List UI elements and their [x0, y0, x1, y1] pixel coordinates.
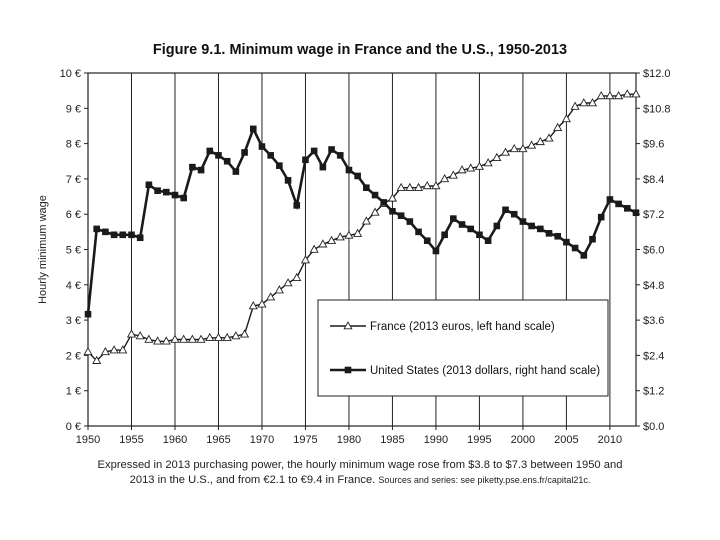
right-tick-label: $6.0 [643, 244, 665, 257]
left-tick-label: 9 € [65, 103, 81, 116]
us-data-point [119, 231, 126, 238]
us-data-point [546, 230, 553, 237]
us-data-point [476, 231, 483, 238]
us-data-point [128, 231, 135, 238]
right-tick-label: $8.4 [643, 173, 665, 186]
france-data-point [493, 154, 501, 161]
caption-line-2: 2013 in the U.S., and from €2.1 to €9.4 in France. [129, 474, 376, 486]
chart-caption [60, 458, 660, 488]
us-data-point [172, 192, 179, 199]
us-data-point [572, 245, 579, 252]
us-data-point [102, 229, 109, 236]
left-tick-label: 4 € [65, 279, 81, 292]
x-tick-label: 1960 [162, 434, 188, 446]
france-data-point [241, 330, 249, 337]
chart-title: Figure 9.1. Minimum wage in France and the U.S., 1950-2013 [152, 42, 568, 58]
right-tick-label: $2.4 [643, 350, 665, 363]
us-data-point [180, 195, 187, 202]
us-data-point [163, 189, 170, 196]
us-data-point [450, 215, 457, 222]
us-data-point [581, 252, 588, 259]
right-tick-label: $3.6 [643, 315, 665, 328]
x-tick-label: 1965 [206, 434, 231, 446]
us-data-point [502, 206, 509, 213]
caption-line-1: Expressed in 2013 purchasing power, the hourly minimum wage rose from $3.8 to $7.3 between 1950 and [97, 459, 623, 471]
right-tick-label: $9.6 [643, 138, 665, 151]
us-data-point [154, 187, 161, 194]
us-data-point [415, 229, 422, 236]
x-tick-label: 1975 [293, 434, 318, 446]
us-data-point [137, 234, 144, 241]
left-tick-label: 0 € [65, 421, 81, 433]
france-data-point [484, 159, 492, 166]
us-data-point [146, 181, 153, 188]
france-data-point [128, 330, 136, 337]
us-data-point [398, 212, 405, 219]
us-data-point [485, 237, 492, 244]
right-tick-label: $1.2 [643, 385, 665, 398]
us-data-point [467, 226, 474, 233]
us-data-point [494, 223, 501, 230]
us-data-point [85, 311, 92, 318]
us-data-point [615, 201, 622, 208]
x-tick-label: 1985 [380, 434, 405, 446]
france-data-point [293, 274, 301, 281]
us-data-point [215, 152, 222, 159]
us-data-point [233, 168, 240, 175]
x-tick-label: 2000 [510, 434, 536, 446]
caption-sources: Sources and series: see piketty.pse.ens.fr/capital21c. [378, 475, 591, 485]
us-data-point [633, 209, 640, 216]
us-data-point [528, 223, 535, 230]
us-data-point [598, 214, 605, 221]
us-data-point [441, 231, 448, 238]
france-data-point [310, 246, 318, 253]
legend-us-label: United States (2013 dollars, right hand scale) [370, 365, 601, 377]
x-tick-label: 1980 [336, 434, 362, 446]
us-data-point [459, 221, 466, 228]
us-data-point [293, 202, 300, 209]
us-data-point [224, 158, 231, 165]
us-data-point [424, 237, 431, 244]
left-tick-label: 3 € [65, 315, 81, 328]
us-data-point [328, 146, 335, 153]
left-tick-label: 6 € [65, 209, 81, 222]
us-data-point [511, 211, 518, 218]
us-data-point [285, 177, 292, 184]
legend-box [318, 300, 608, 396]
left-tick-label: 1 € [65, 385, 81, 398]
us-data-point [320, 164, 327, 171]
legend-france-label: France (2013 euros, left hand scale) [370, 321, 555, 333]
us-data-point [389, 208, 396, 215]
x-tick-label: 1995 [467, 434, 492, 446]
us-data-point [198, 167, 205, 174]
us-data-point [520, 218, 527, 225]
right-tick-label: $0.0 [643, 421, 665, 433]
us-data-point [380, 199, 387, 206]
us-data-point [363, 184, 370, 191]
us-data-point [311, 148, 318, 155]
us-data-point [563, 239, 570, 246]
x-tick-label: 2005 [554, 434, 579, 446]
us-data-point [624, 205, 631, 212]
us-data-point [93, 226, 100, 233]
right-tick-label: $4.8 [643, 279, 665, 292]
france-data-point [284, 279, 292, 286]
us-data-point [250, 126, 257, 133]
us-data-point [433, 248, 440, 255]
left-tick-label: 8 € [65, 138, 81, 151]
x-tick-label: 1955 [119, 434, 144, 446]
right-tick-label: $12.0 [643, 68, 671, 80]
x-tick-label: 1990 [423, 434, 449, 446]
us-data-point [276, 162, 283, 169]
left-tick-label: 2 € [65, 350, 81, 363]
us-data-point [354, 173, 361, 180]
france-data-point [450, 171, 458, 178]
us-data-point [111, 231, 118, 238]
us-data-point [372, 192, 379, 199]
right-tick-label: $7.2 [643, 209, 665, 222]
us-data-point [407, 218, 414, 225]
legend-us-marker [345, 367, 352, 374]
us-data-point [241, 149, 248, 156]
us-data-point [267, 152, 274, 159]
x-tick-label: 1950 [75, 434, 101, 446]
us-data-point [607, 196, 614, 203]
us-data-point [537, 226, 544, 233]
us-data-point [346, 167, 353, 174]
y-axis-label: Hourly minimum wage [37, 195, 49, 304]
us-data-point [259, 143, 266, 150]
x-tick-label: 2010 [597, 434, 623, 446]
x-tick-label: 1970 [249, 434, 275, 446]
us-data-point [206, 148, 213, 155]
us-data-point [589, 236, 596, 243]
us-data-point [337, 152, 344, 159]
us-data-point [302, 156, 309, 163]
left-tick-label: 5 € [65, 244, 81, 257]
us-data-point [189, 164, 196, 171]
us-series-line [88, 129, 636, 314]
left-tick-label: 7 € [65, 173, 81, 186]
france-data-point [84, 348, 92, 355]
right-tick-label: $10.8 [643, 103, 671, 116]
us-data-point [554, 233, 561, 240]
left-tick-label: 10 € [59, 68, 81, 80]
